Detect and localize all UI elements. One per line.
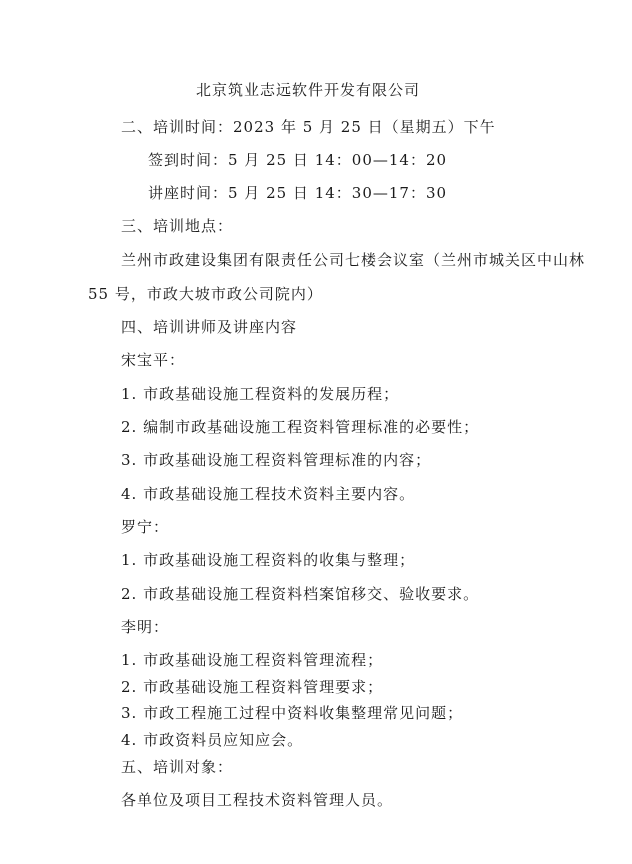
company-title: 北京筑业志远软件开发有限公司	[196, 81, 421, 99]
audience-heading: 五、培训对象：	[121, 758, 234, 776]
lecturer-name: 罗宁：	[121, 518, 170, 536]
topic-item: 3. 市政基础设施工程资料管理标准的内容；	[121, 451, 432, 469]
topic-item: 4. 市政资料员应知应会。	[121, 731, 304, 749]
training-time: 二、培训时间：2023 年 5 月 25 日（星期五）下午	[121, 118, 496, 136]
topic-item: 1. 市政基础设施工程资料的收集与整理；	[121, 551, 416, 569]
topic-item: 2. 市政基础设施工程资料档案馆移交、验收要求。	[121, 585, 480, 603]
topic-item: 1. 市政基础设施工程资料的发展历程；	[121, 385, 400, 403]
lecturers-heading: 四、培训讲师及讲座内容	[121, 318, 298, 336]
lecturer-name: 宋宝平：	[121, 351, 186, 369]
checkin-time: 签到时间：5 月 25 日 14：00—14：20	[148, 151, 448, 169]
topic-item: 4. 市政基础设施工程技术资料主要内容。	[121, 485, 416, 503]
location-heading: 三、培训地点：	[121, 217, 234, 235]
location-line: 55 号，市政大坡市政公司院内）	[88, 285, 323, 303]
lecture-time: 讲座时间：5 月 25 日 14：30—17：30	[148, 184, 448, 202]
topic-item: 3. 市政工程施工过程中资料收集整理常见问题；	[121, 704, 464, 722]
lecturer-name: 李明：	[121, 618, 170, 636]
audience-text: 各单位及项目工程技术资料管理人员。	[121, 791, 394, 809]
topic-item: 2. 编制市政基础设施工程资料管理标准的必要性；	[121, 418, 480, 436]
topic-item: 1. 市政基础设施工程资料管理流程；	[121, 651, 384, 669]
location-line: 兰州市政建设集团有限责任公司七楼会议室（兰州市城关区中山林	[121, 251, 586, 269]
topic-item: 2. 市政基础设施工程资料管理要求；	[121, 678, 384, 696]
